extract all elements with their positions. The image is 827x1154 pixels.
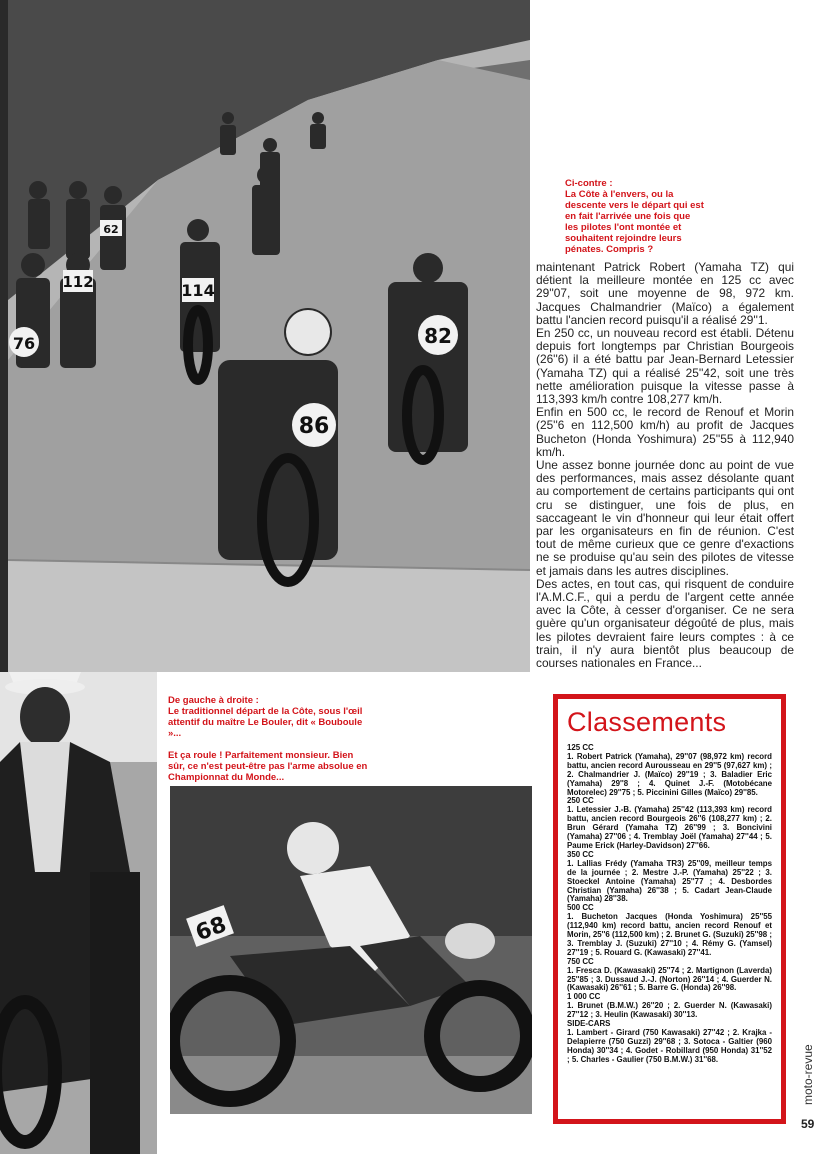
photo-edge-strip: [0, 0, 8, 672]
category-results: 1. Brunet (B.M.W.) 26''20 ; 2. Guerder N. (Kawasaki) 27''12 ; 3. Heulin (Kawasaki) 30''13.: [567, 1001, 772, 1020]
category-label: 750 CC: [567, 956, 594, 966]
article-paragraph: Enfin en 500 cc, le record de Renouf et Morin (25''6 en 112,500 km/h) au profit de Jacques Bucheton (Honda Yoshimura) 25''55 à 112,940 km/h.: [536, 405, 794, 459]
caption-start-and-ride: [168, 695, 368, 783]
photo-riders-descent: [8, 0, 530, 672]
classements-title: Classements: [567, 707, 727, 737]
article-paragraph: Une assez bonne journée donc au point de vue des performances, mais assez désolante quant au comportement de certains participants qui ont cru se distinguer, une fois de plus, en saccageant le vin d'honneur qui leur était offert par les organisateurs en fin de réunion. C'est tout de même curieux que ce genre d'exactions ne se produise qu'au sein des pilotes de vitesse et jamais dans les autres disciplines.: [536, 458, 794, 578]
category-results: 1. Lambert - Girard (750 Kawasaki) 27''42 ; 2. Krajka - Delapierre (750 Guzzi) 29''68 ; 3. Sotoca - Galtier (960 Honda) 30''34 ; 4. Godet - Robillard (950 Honda) 31''52 ; 5. Charles - Gaulier (750 B.M.W.) 31''68.: [567, 1028, 772, 1064]
category-label: 125 CC: [567, 743, 594, 752]
category-label: 500 CC: [567, 903, 594, 913]
category-label: 250 CC: [567, 796, 594, 806]
race-number-112: 112: [62, 273, 94, 291]
category-results: 1. Robert Patrick (Yamaha), 29''07 (98,972 km) record battu, ancien record Aurousseau en 29''5 (97,627 km) ; 2. Chalmandrier J. (Maïco) 29''19 ; 3. Baladier Eric (Yamaha) 29''8 ; 4. Quinet J.-F. (Motobécane Motorelec) 29''75 ; 5. Piccinini Gilles (Maïco) 29''85.: [567, 751, 772, 797]
race-number-86: 86: [298, 414, 330, 439]
caption-top-text: La Côte à l'envers, ou la descente vers le départ qui est en fait l'arrivée une fois que les pilotes l'ont montée et souhaitent rejoindre leurs pénates. Compris ?: [565, 189, 704, 255]
race-number-68: 68: [192, 912, 230, 947]
results-125cc: [567, 744, 772, 797]
category-label: SIDE-CARS: [567, 1019, 611, 1029]
article-paragraph: maintenant Patrick Robert (Yamaha TZ) qui détient la meilleure montée en 125 cc avec 29''07, soit une moyenne de 98, 972 km. Jacques Chalmandrier (Maïco) a également battu l'ancien record puisqu'il a réalisé 29''1.: [536, 260, 794, 327]
caption-bottom-text-1: Le traditionnel départ de la Côte, sous l'œil attentif du maître Le Bouler, dit « Bouboule »...: [168, 706, 363, 739]
race-number-76: 76: [12, 334, 36, 353]
results-750cc: [567, 958, 772, 994]
magazine-name: moto-revue: [801, 1044, 815, 1105]
race-number-82: 82: [424, 324, 452, 348]
results-500cc: [567, 904, 772, 957]
caption-bottom-text-2: Et ça roule ! Parfaitement monsieur. Bien sûr, ce n'est peut-être pas l'arme absolue en Championnat du Monde...: [168, 750, 368, 783]
category-results: 1. Fresca D. (Kawasaki) 25''74 ; 2. Martignon (Laverda) 25''85 ; 3. Dussaud J.-J. (Norton) 26''14 ; 4. Guerder N. (Kawasaki) 26''61 ; 5. Barre G. (Honda) 26''98.: [567, 965, 772, 993]
article-paragraph: Des actes, en tout cas, qui risquent de conduire l'A.M.C.F., qui a perdu de l'argent cette année avec la Côte, à cesser d'organiser. Ce ne sera guère qu'un organisateur dégoûté de plus, mais les pilotes devraient faire leurs comptes : à ce train, il n'y aura bientôt plus beaucoup de courses nationales en France...: [536, 576, 794, 671]
article-body: [536, 261, 794, 670]
category-results: 1. Bucheton Jacques (Honda Yoshimura) 25''55 (112,940 km) record battu, ancien record Renouf et Morin, 25''6 (112,500 km) ; 2. Brunet G. (Suzuki) 25''98 ; 3. Tremblay J. (Suzuki) 27''10 ; 4. Rémy G. (Yamsel) 27''19 ; 5. Rouard G. (Kawasaki) 27''41.: [567, 912, 772, 957]
caption-bottom-heading: De gauche à droite :: [168, 695, 259, 706]
results-1000cc: [567, 993, 772, 1020]
category-results: 1. Letessier J.-B. (Yamaha) 25''42 (113,393 km) record battu, ancien record Bourgeois 26''6 (108,277 km) ; 2. Brun Gérard (Yamaha TZ) 26''99 ; 3. Boncivini (Yamaha) 27''06 ; 4. Tremblay Joël (Yamaha) 27''44 ; 5. Paume Erick (Harley-Davidson) 27''66.: [567, 805, 772, 850]
category-label: 1 000 CC: [567, 992, 601, 1002]
category-label: 350 CC: [567, 849, 594, 859]
results-350cc: [567, 851, 772, 904]
results-250cc: [567, 797, 772, 850]
category-results: 1. Lallias Frédy (Yamaha TR3) 25''09, meilleur temps de la journée ; 2. Mestre J.-P. (Yamaha) 25''22 ; 3. Stoeckel Antoine (Yamaha) 25''77 ; 4. Desbordes Christian (Yamaha) 26''38 ; 5. Cadart Jean-Claude (Yamaha) 28''38.: [567, 858, 772, 904]
results-side-cars: [567, 1020, 772, 1065]
race-number-114: 114: [181, 281, 215, 300]
article-paragraph: En 250 cc, un nouveau record est établi. Détenu depuis fort longtemps par Christian Bourgeois (26''6) il a été battu par Jean-Bernard Letessier (Yamaha TZ) qui a réalisé 25''42, soit une très nette amélioration puisque la vitesse passe à 113,393 km/h contre 108,277 km/h.: [536, 326, 794, 407]
classements-box: [553, 694, 786, 1124]
caption-top-heading: Ci-contre :: [565, 178, 613, 189]
photo-official-start: [0, 672, 157, 1154]
caption-descent: [565, 178, 705, 255]
page-number: 59: [801, 1117, 815, 1131]
race-number-62: 62: [103, 223, 119, 236]
photo-rider-68: [170, 786, 532, 1114]
